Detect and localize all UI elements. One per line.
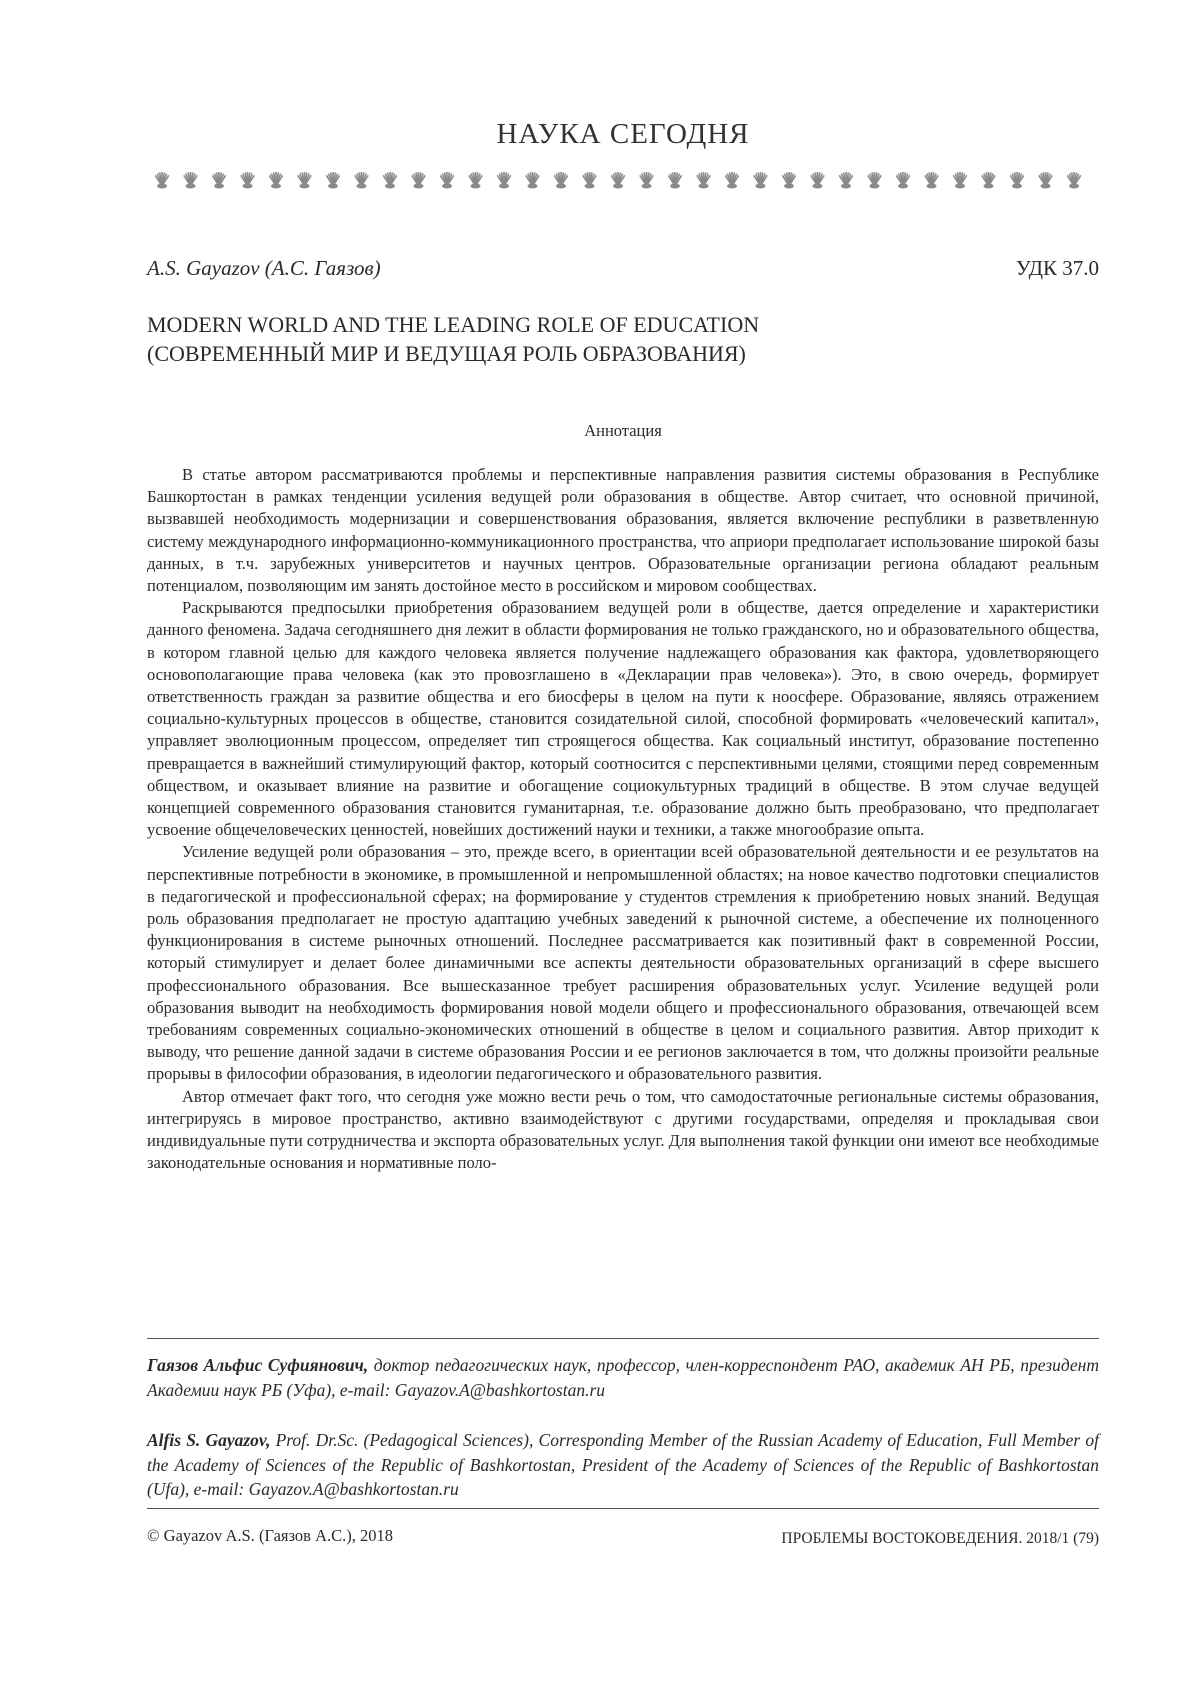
ornament-motif	[184, 172, 197, 189]
ornament-motif	[982, 172, 995, 189]
annotation-label: Аннотация	[584, 421, 662, 440]
ornament-motif	[925, 172, 938, 189]
section-title: НАУКА СЕГОДНЯ	[496, 118, 750, 150]
paragraph: Раскрываются предпосылки приобретения образованием ведущей роли в обществе, дается определение и характеристики данного феномена. Задача сегодняшнего дня лежит в области формирования не только гражданского, но и образовательного общества, в котором главной целью для каждого человека является получение надлежащего образования как фактора, удовлетворяющего основополагающие права человека (как это провозглашено в «Декларации прав человека»). Это, в свою очередь, формирует ответственность граждан за развитие общества и его биосферы в целом на пути к ноосфере. Образование, являясь отражением социально-культурных процессов в обществе, становится созидательной силой, способной формировать «человеческий капитал», управляет эволюционным процессом, определяет тип строящегося общества. Как социальный институт, образование постепенно превращается в важнейший стимулирующий фактор, который соотносится с перспективными целями, стоящими перед современным обществом, и оказывает влияние на развитие и обогащение социокультурных традиций в обществе. В этом случае ведущей концепцией современного образования становится гуманитарная, т.е. образование должно быть преобразовано, что предполагает усвоение общечеловеческих ценностей, новейших достижений науки и техники, а также многообразие опыта.	[147, 598, 1099, 840]
ornament-motif	[896, 172, 909, 189]
author-name-en: Alfis S. Gayazov,	[147, 1430, 271, 1450]
page-footer	[147, 1526, 1099, 1556]
article-title-ru: (СОВРЕМЕННЫЙ МИР И ВЕДУЩАЯ РОЛЬ ОБРАЗОВАНИЯ)	[147, 341, 746, 366]
ornament-motif	[725, 172, 738, 189]
paragraph: В статье автором рассматриваются проблемы и перспективные направления развития системы образования в Республике Башкортостан в рамках тенденции усиления ведущей роли образования в обществе. Автор считает, что основной причиной, вызвавшей необходимость модернизации и совершенствования образования, является включение республики в разветвленную систему международного информационно-коммуникационного пространства, что априори предполагает использование широкой базы данных, в т.ч. зарубежных университетов и научных центров. Образовательные организации региона обладают реальным потенциалом, позволяющим им занять достойное место в российском и мировом сообществах.	[147, 465, 1099, 596]
ornament-motif	[782, 172, 795, 189]
author-details-en: Prof. Dr.Sc. (Pedagogical Sciences), Corresponding Member of the Russian Academy of Education, Full Member of the Academy of Sciences of the Republic of Bashkortostan, President of the Academy of Sciences of the Republic of Bashkortostan (Ufa), e-mail: Gayazov.A@bashkortostan.ru	[147, 1430, 1099, 1499]
ornament-motif	[241, 172, 254, 189]
divider-rule	[147, 1508, 1099, 1509]
author-name-ru: Гаязов Альфис Суфиянович,	[147, 1355, 369, 1375]
ornament-motif	[640, 172, 653, 189]
ornament-motif	[269, 172, 282, 189]
paragraph: Автор отмечает факт того, что сегодня уже можно вести речь о том, что самодостаточные региональные системы образования, интегрируясь в мировое пространство, активно взаимодействуют с другими государствами, определяя и прокладывая свои индивидуальные пути сотрудничества и экспорта образовательных услуг. Для выполнения такой функции они имеют все необходимые законодательные основания и нормативные поло-	[147, 1086, 1099, 1173]
ornament-motif	[440, 172, 453, 189]
article-title-en: MODERN WORLD AND THE LEADING ROLE OF EDUCATION	[147, 312, 760, 337]
ornament-motif	[326, 172, 339, 189]
ornament-motif	[355, 172, 368, 189]
copyright: © Gayazov A.S. (Гаязов А.С.), 2018	[147, 1526, 394, 1545]
article-title	[147, 310, 1099, 368]
ornament-motif	[155, 172, 168, 189]
ornament-motif	[1010, 172, 1023, 189]
ornament-motif	[383, 172, 396, 189]
paragraph: Усиление ведущей роли образования – это, прежде всего, в ориентации всей образовательной деятельности и ее результатов на перспективные потребности в экономике, в промышленной и непромышленной областях; на новое качество подготовки специалистов в педагогической и профессиональной сферах; на формирование у студентов стремления к приобретению новых знаний. Ведущая роль образования предполагает не простую адаптацию учебных заведений к рыночной системе, а обеспечение их полноценного функционирования в системе рыночных отношений. Последнее рассматривается как позитивный факт в современной России, который стимулирует и делает более динамичными все аспекты деятельности образовательных организаций в сфере высшего профессионального образования. Все вышесказанное требует расширения образовательных услуг. Усиление ведущей роли образования выводит на необходимость формирования новой модели общего и профессионального образования, отвечающей всем требованиям современных социально-экономических отношений в обществе в целом и социального развития. Автор приходит к выводу, что решение данной задачи в системе образования России и ее регионов заключается в том, что должны произойти реальные прорывы в философии образования, в идеологии педагогического и образовательного развития.	[147, 842, 1099, 1084]
ornament-motif	[469, 172, 482, 189]
ornament-motif	[497, 172, 510, 189]
ornament-motif	[526, 172, 539, 189]
ornament-motif	[554, 172, 567, 189]
divider-rule	[147, 1338, 1099, 1339]
ornament-motif	[754, 172, 767, 189]
ornament-motif	[697, 172, 710, 189]
ornament-motif	[611, 172, 624, 189]
ornament-motif	[668, 172, 681, 189]
ornament-motif	[1039, 172, 1052, 189]
ornament-motif	[839, 172, 852, 189]
annotation-body	[147, 464, 1099, 1175]
author-note-ru	[147, 1353, 1099, 1402]
ornament-motif	[212, 172, 225, 189]
author-note-en	[147, 1428, 1099, 1502]
article-author: A.S. Gayazov (А.С. Гаязов)	[147, 256, 381, 280]
ornament-motif	[811, 172, 824, 189]
author-details-ru: доктор педагогических наук, профессор, член-корреспондент РАО, академик АН РБ, президент Академии наук РБ (Уфа), e-mail: Gayazov.A@bashkortostan.ru	[147, 1355, 1099, 1400]
udk-code: УДК 37.0	[1015, 256, 1099, 280]
ornament-motif	[953, 172, 966, 189]
ornament-motif	[412, 172, 425, 189]
ornament-divider	[152, 168, 1094, 190]
ornament-motif	[298, 172, 311, 189]
ornament-motif	[868, 172, 881, 189]
journal-issue: ПРОБЛЕМЫ ВОСТОКОВЕДЕНИЯ. 2018/1 (79)	[781, 1530, 1099, 1547]
ornament-motif	[583, 172, 596, 189]
ornament-motif	[1067, 172, 1080, 189]
author-line	[147, 256, 1099, 286]
